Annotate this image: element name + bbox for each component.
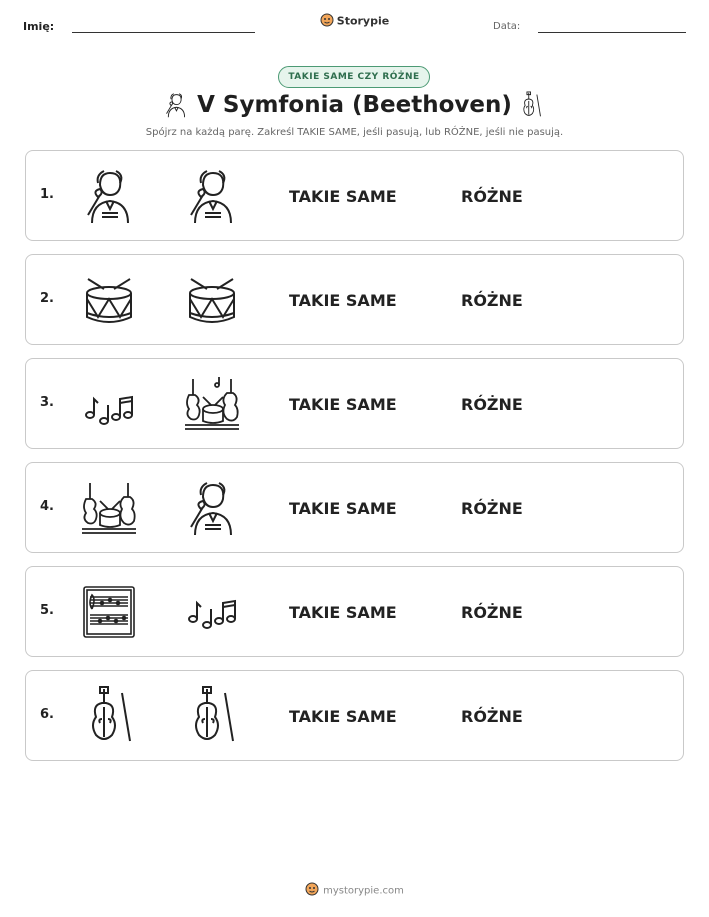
pair-row-2 [25,254,684,345]
drum-icon [78,269,140,331]
page-title: V Symfonia (Beethoven) [197,92,512,118]
violin-icon [517,90,545,124]
row-number: 2. [40,291,54,306]
row-number: 3. [40,395,54,410]
music-notes-icon [181,581,243,643]
row-number: 1. [40,187,54,202]
composer-icon [181,477,243,539]
date-line[interactable] [538,32,686,33]
brand-name: Storypie [336,14,390,28]
different-option[interactable]: RÓŻNE [461,603,523,622]
row-number: 6. [40,707,54,722]
drum-icon [181,269,243,331]
date-label: Data: [493,21,521,32]
different-option[interactable]: RÓŻNE [461,499,523,518]
different-option[interactable]: RÓŻNE [461,707,523,726]
different-option[interactable]: RÓŻNE [461,291,523,310]
pair-row-4 [25,462,684,553]
storypie-logo-icon [320,13,334,30]
instructions: Spójrz na każdą parę. Zakreśl TAKIE SAME, jeśli pasują, lub RÓŻNE, jeśli nie pasują. [145,127,564,138]
different-option[interactable]: RÓŻNE [461,395,523,414]
composer-icon [78,165,140,227]
brand [0,13,709,30]
same-option[interactable]: TAKIE SAME [289,187,397,206]
footer-url: mystorypie.com [323,885,404,897]
violin-icon [78,685,140,747]
same-option[interactable]: TAKIE SAME [289,291,397,310]
same-option[interactable]: TAKIE SAME [289,707,397,726]
footer [0,882,709,899]
pair-row-3 [25,358,684,449]
row-number: 5. [40,603,54,618]
pair-row-1 [25,150,684,241]
music-notes-icon [78,373,140,435]
pair-row-5 [25,566,684,657]
orchestra-instruments-icon [78,477,140,539]
activity-type-badge: TAKIE SAME CZY RÓŻNE [278,66,430,88]
same-option[interactable]: TAKIE SAME [289,603,397,622]
same-option[interactable]: TAKIE SAME [289,499,397,518]
different-option[interactable]: RÓŻNE [461,187,523,206]
sheet-music-icon [78,581,140,643]
orchestra-instruments-icon [181,373,243,435]
pair-row-6 [25,670,684,761]
storypie-logo-icon [305,882,319,899]
same-option[interactable]: TAKIE SAME [289,395,397,414]
name-line[interactable] [72,32,255,33]
composer-icon [181,165,243,227]
name-label: Imię: [23,20,55,33]
row-number: 4. [40,499,54,514]
violin-icon [181,685,243,747]
